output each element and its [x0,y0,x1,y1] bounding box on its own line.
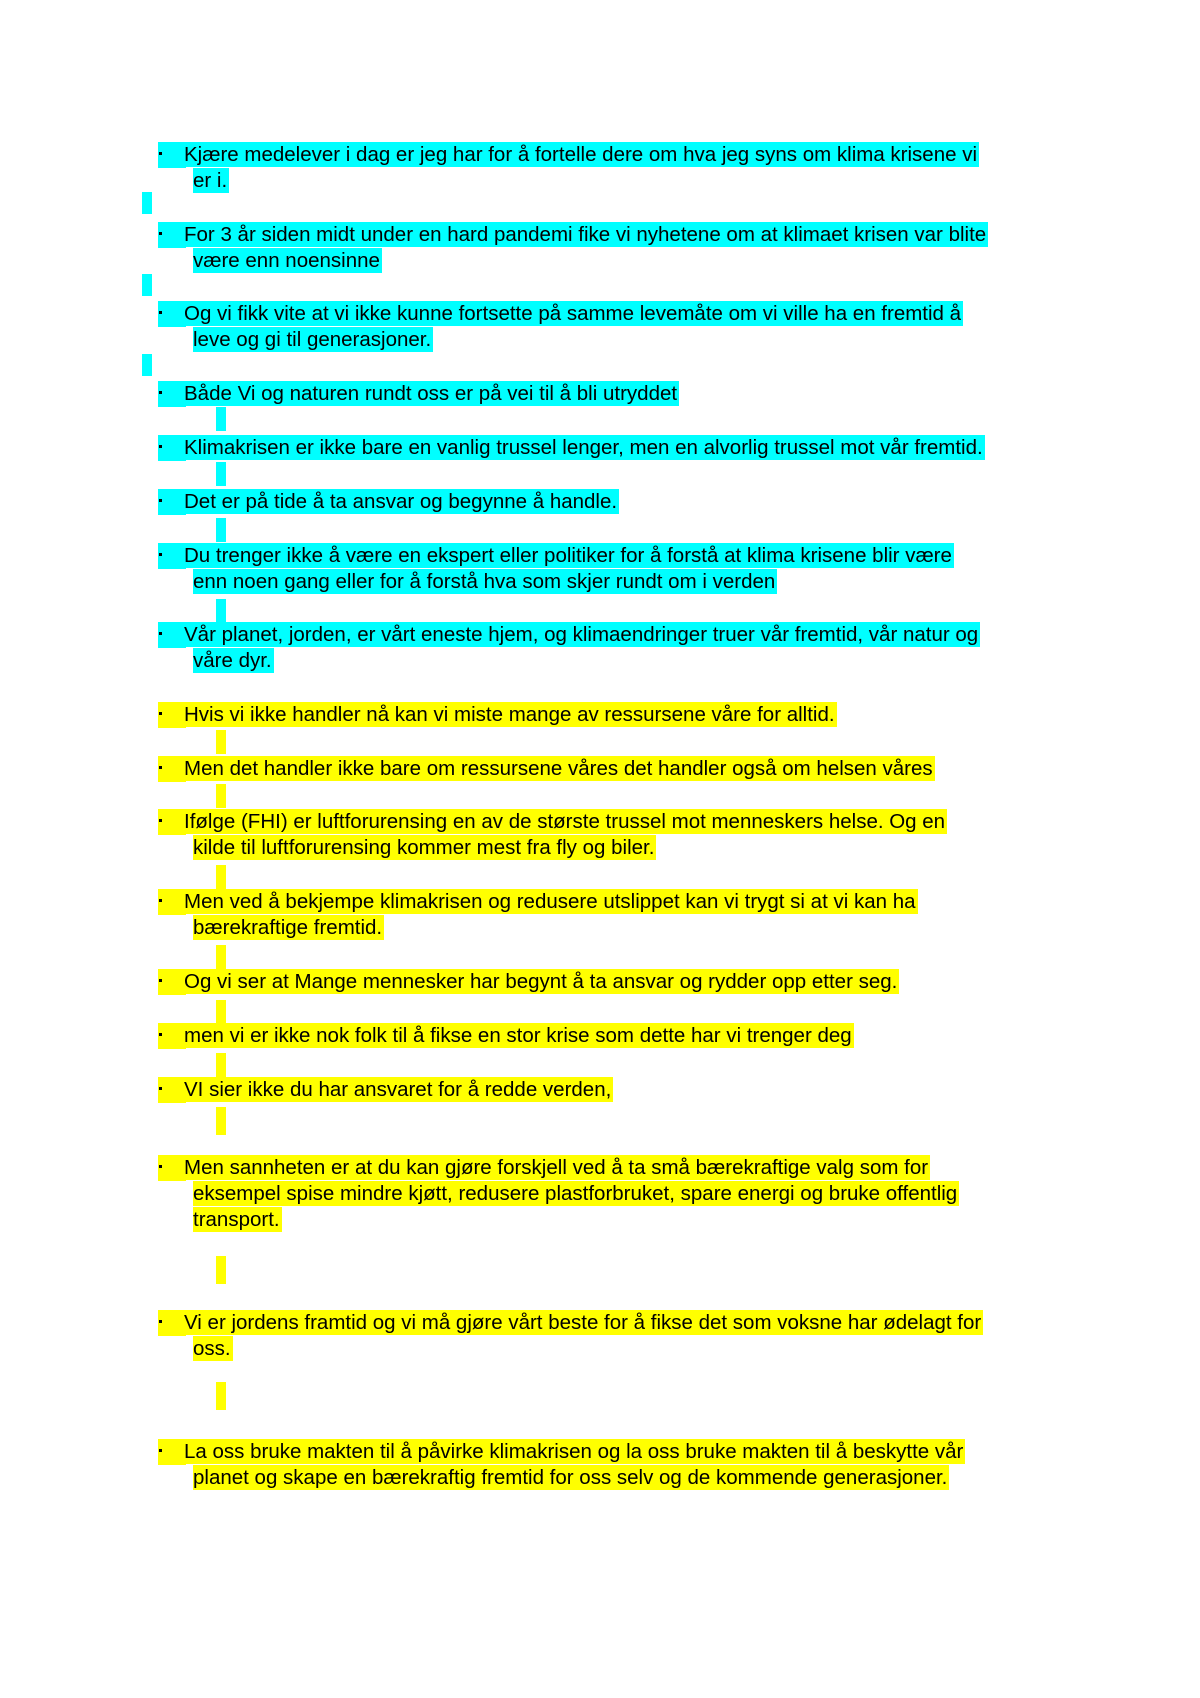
bullet-dot-icon [159,766,162,769]
list-item-text [184,1077,1054,1103]
list-item-first-line: La oss bruke makten til å påvirke klimakrisen og la oss bruke makten til å beskytte vår [184,1440,964,1463]
bullet-dot-icon [159,499,162,502]
list-item-continuation: oss. [193,1337,231,1360]
bullet-marker [158,809,186,835]
list-item-first-line: For 3 år siden midt under en hard pandemi fike vi nyhetene om at klimaet krisen var blite [184,223,987,246]
bullet-dot-icon [159,232,162,235]
list-item-first-line: VI sier ikke du har ansvaret for å redde verden, [184,1078,612,1101]
list-item-continuation: enn noen gang eller for å forstå hva som skjer rundt om i verden [193,570,776,593]
bullet-dot-icon [159,152,162,155]
highlight-marker [216,784,226,808]
highlight-marker [142,354,152,376]
list-item-text [184,1439,1054,1491]
bullet-dot-icon [159,712,162,715]
list-item-continuation: er i. [193,169,228,192]
bullet-dot-icon [159,445,162,448]
bullet-marker [158,1023,186,1049]
highlight-marker [216,730,226,754]
list-item-first-line: Både Vi og naturen rundt oss er på vei til å bli utryddet [184,382,678,405]
highlight-marker [216,865,226,889]
bullet-dot-icon [159,1033,162,1036]
list-item-first-line: Vår planet, jorden, er vårt eneste hjem, og klimaendringer truer vår fremtid, vår natur og [184,623,979,646]
list-item-text [184,301,1054,353]
bullet-dot-icon [159,391,162,394]
list-item-continuation: planet og skape en bærekraftig fremtid for oss selv og de kommende generasjoner. [193,1466,948,1489]
list-item-text [184,222,1054,274]
list-item-text [184,622,1054,674]
bullet-dot-icon [159,1087,162,1090]
bullet-marker [158,301,186,327]
highlight-marker [216,407,226,431]
bullet-dot-icon [159,1320,162,1323]
list-item-text [184,756,1054,782]
list-item-text [184,1023,1054,1049]
list-item-first-line: Og vi ser at Mange mennesker har begynt å ta ansvar og rydder opp etter seg. [184,970,898,993]
highlight-marker [216,945,226,969]
list-item-text [184,543,1054,595]
bullet-marker [158,435,186,461]
list-item-text [184,1155,1054,1233]
list-item-first-line: Kjære medelever i dag er jeg har for å fortelle dere om hva jeg syns om klima krisene vi [184,143,978,166]
bullet-dot-icon [159,1165,162,1168]
list-item-first-line: Og vi fikk vite at vi ikke kunne fortsette på samme levemåte om vi ville ha en fremtid å [184,302,962,325]
bullet-marker [158,1155,186,1181]
highlight-marker [216,1256,226,1284]
list-item-text [184,381,1054,407]
bullet-dot-icon [159,553,162,556]
list-item-continuation: bærekraftige fremtid. [193,916,383,939]
list-item-text [184,435,1054,461]
highlight-marker [216,518,226,542]
list-item-text [184,489,1054,515]
list-item-first-line: Men det handler ikke bare om ressursene våres det handler også om helsen våres [184,757,933,780]
list-item-first-line: Hvis vi ikke handler nå kan vi miste mange av ressursene våre for alltid. [184,703,835,726]
bullet-marker [158,969,186,995]
list-item-continuation: leve og gi til generasjoner. [193,328,432,351]
bullet-dot-icon [159,632,162,635]
bullet-marker [158,381,186,407]
highlight-marker [216,1000,226,1024]
list-item-first-line: Ifølge (FHI) er luftforurensing en av de største trussel mot menneskers helse. Og en [184,810,946,833]
bullet-dot-icon [159,819,162,822]
list-item-first-line: Det er på tide å ta ansvar og begynne å handle. [184,490,618,513]
highlight-marker [216,1053,226,1077]
list-item-continuation: kilde til luftforurensing kommer mest fra fly og biler. [193,836,655,859]
list-item-text [184,889,1054,941]
list-item-continuation: transport. [193,1208,280,1231]
highlight-marker [142,192,152,214]
list-item-first-line: Men sannheten er at du kan gjøre forskjell ved å ta små bærekraftige valg som for [184,1156,929,1179]
list-item-text [184,142,1054,194]
highlight-marker [216,1382,226,1410]
bullet-marker [158,489,186,515]
bullet-marker [158,1439,186,1465]
bullet-dot-icon [159,1449,162,1452]
list-item-first-line: Klimakrisen er ikke bare en vanlig trussel lenger, men en alvorlig trussel mot vår fremtid. [184,436,983,459]
bullet-marker [158,142,186,168]
highlight-marker [216,1107,226,1135]
bullet-marker [158,543,186,569]
list-item-text [184,969,1054,995]
bullet-marker [158,756,186,782]
bullet-dot-icon [159,899,162,902]
bullet-dot-icon [159,979,162,982]
list-item-continuation: eksempel spise mindre kjøtt, redusere plastforbruket, spare energi og bruke offentlig [193,1182,958,1205]
bullet-marker [158,622,186,648]
list-item-continuation: våre dyr. [193,649,272,672]
bullet-marker [158,1310,186,1336]
list-item-text [184,702,1054,728]
bullet-marker [158,1077,186,1103]
list-item-first-line: Men ved å bekjempe klimakrisen og redusere utslippet kan vi trygt si at vi kan ha [184,890,916,913]
highlight-marker [216,599,226,623]
highlight-marker [216,462,226,486]
highlight-marker [142,274,152,296]
bullet-marker [158,889,186,915]
list-item-continuation: være enn noensinne [193,249,380,272]
bullet-dot-icon [159,311,162,314]
list-item-first-line: Du trenger ikke å være en ekspert eller politiker for å forstå at klima krisene blir være [184,544,952,567]
list-item-text [184,1310,1054,1362]
list-item-first-line: men vi er ikke nok folk til å fikse en stor krise som dette har vi trenger deg [184,1024,852,1047]
bullet-marker [158,702,186,728]
list-item-first-line: Vi er jordens framtid og vi må gjøre vårt beste for å fikse det som voksne har ødelagt for [184,1311,982,1334]
list-item-text [184,809,1054,861]
bullet-marker [158,222,186,248]
